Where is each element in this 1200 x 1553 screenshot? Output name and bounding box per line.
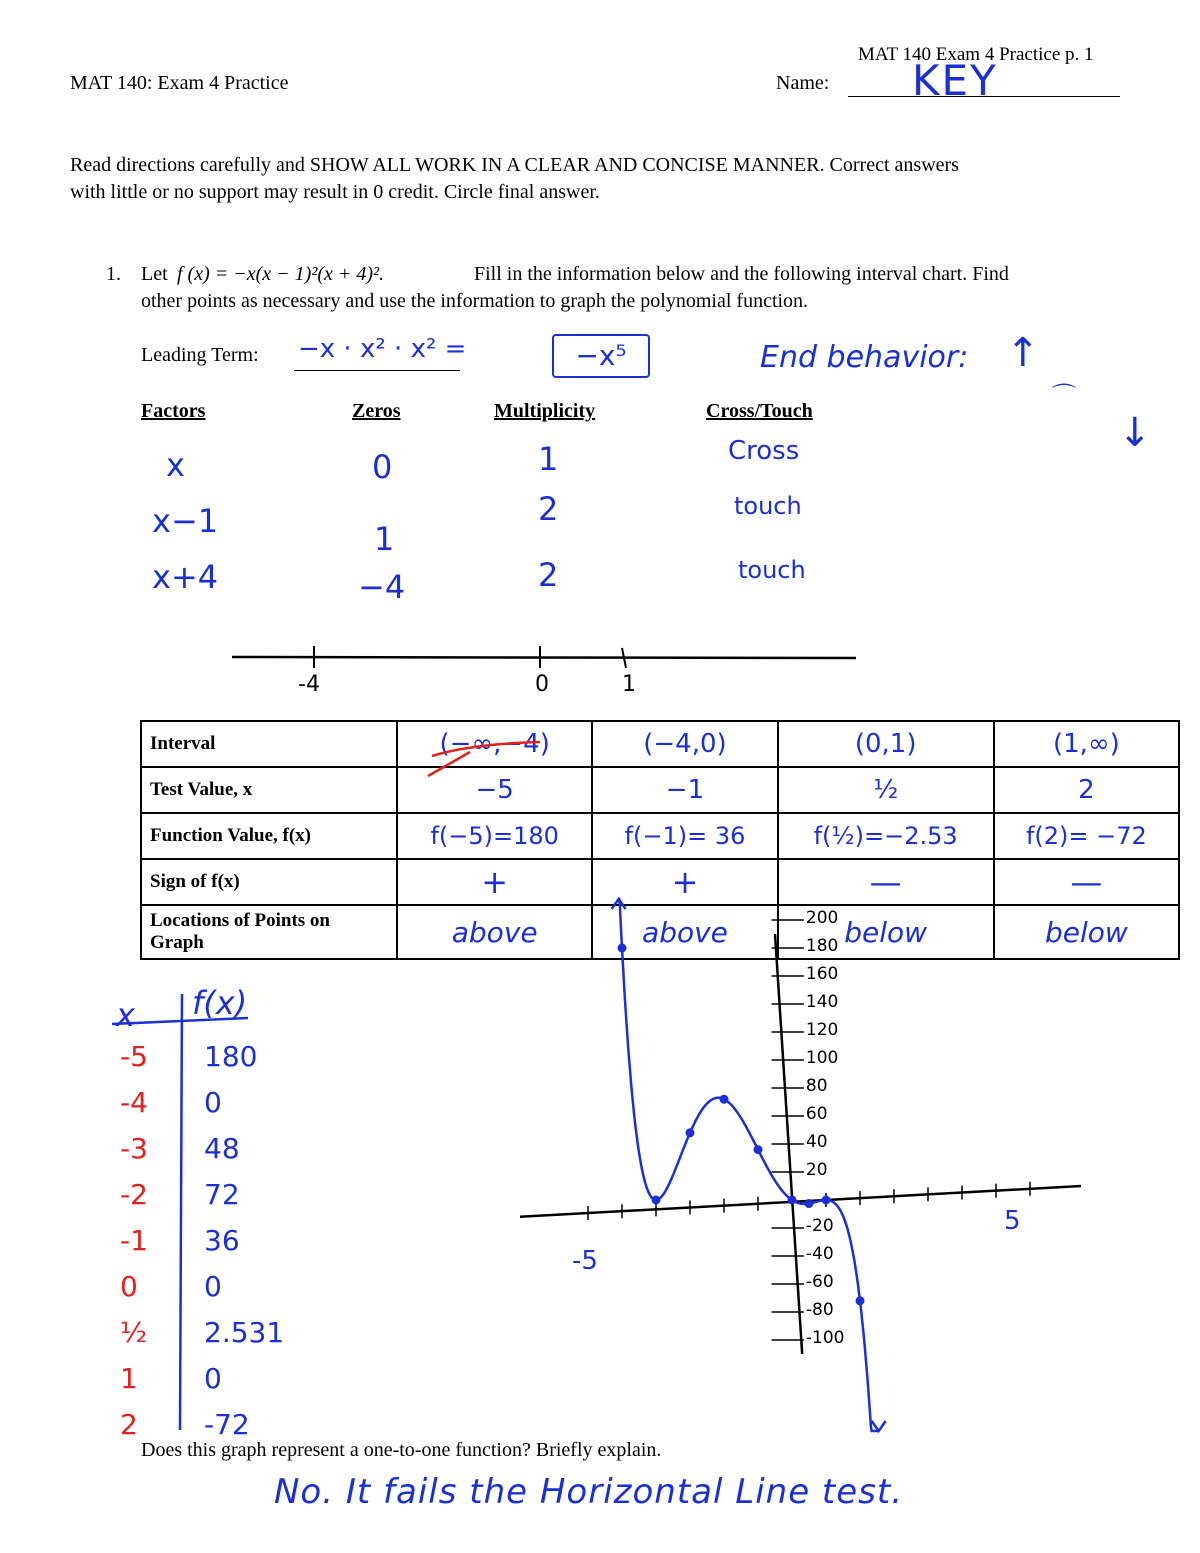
x-axis-label-neg: -5 xyxy=(572,1246,598,1276)
test-value-cell: ½ xyxy=(778,767,994,813)
one-to-one-question: Does this graph represent a one-to-one function? Briefly explain. xyxy=(141,1439,662,1461)
sign-cell: + xyxy=(592,859,777,905)
value-table-x: ½ xyxy=(120,1316,148,1349)
x-axis xyxy=(520,1186,1081,1217)
plotted-point xyxy=(856,1296,865,1305)
behavior-value: Cross xyxy=(728,436,800,466)
value-table-fx: 180 xyxy=(204,1040,258,1073)
y-axis-tick-label: 100 xyxy=(805,1048,839,1068)
directions-line-1: Read directions carefully and SHOW ALL WORK IN A CLEAR AND CONCISE MANNER. Correct answers xyxy=(70,154,959,176)
interval-cell: (0,1) xyxy=(778,721,994,767)
y-axis-tick-label: 120 xyxy=(805,1020,839,1040)
down-arrow-icon xyxy=(872,1421,886,1431)
location-cell: above xyxy=(397,905,592,959)
y-axis-tick-label: 180 xyxy=(805,936,839,956)
location-cell: below xyxy=(994,905,1179,959)
number-line-label: 1 xyxy=(622,672,636,697)
number-line-label: 0 xyxy=(535,672,549,697)
problem-prompt-line-2: other points as necessary and use the information to graph the polynomial function. xyxy=(141,290,809,312)
y-axis-tick-label: 200 xyxy=(805,908,839,928)
interval-cell: (−4,0) xyxy=(592,721,777,767)
value-table-x: 0 xyxy=(120,1270,138,1303)
problem-prompt-let: Let xyxy=(141,263,168,285)
plotted-point xyxy=(805,1199,814,1208)
function-value-cell: f(½)=−2.53 xyxy=(778,813,994,859)
number-line-label: -4 xyxy=(298,672,320,697)
y-axis-tick-label: 80 xyxy=(805,1076,828,1096)
y-axis-tick-label: -100 xyxy=(805,1328,845,1348)
course-title: MAT 140: Exam 4 Practice xyxy=(70,72,289,94)
row-header-interval: Interval xyxy=(141,721,397,767)
leading-term-work: −x · x² · x² = xyxy=(298,334,467,364)
multiplicity-value: 2 xyxy=(538,490,559,528)
graph-curve xyxy=(612,899,886,1431)
end-behavior-up-arrow: ↑ xyxy=(1006,330,1040,376)
zeros-header: Zeros xyxy=(352,400,401,422)
name-value: KEY xyxy=(912,56,998,105)
value-table-fx: 0 xyxy=(204,1270,222,1303)
end-behavior-middle-mark: ⌒ xyxy=(1052,382,1076,410)
value-table-x: 2 xyxy=(120,1408,138,1441)
y-axis-tick-label: 40 xyxy=(805,1132,828,1152)
value-table-fx: -72 xyxy=(204,1408,250,1441)
function-value-cell: f(2)= −72 xyxy=(994,813,1179,859)
plotted-point xyxy=(788,1196,797,1205)
multiplicity-value: 2 xyxy=(538,556,559,594)
row-header-sign: Sign of f(x) xyxy=(141,859,397,905)
test-value-cell: 2 xyxy=(994,767,1179,813)
plotted-point xyxy=(754,1145,763,1154)
row-header-location: Locations of Points on Graph xyxy=(141,905,397,959)
multiplicity-value: 1 xyxy=(538,440,559,478)
end-behavior-label: End behavior: xyxy=(760,340,969,375)
factor-value: x+4 xyxy=(152,558,219,596)
sign-cell: — xyxy=(994,859,1179,905)
value-table-fx: 36 xyxy=(204,1224,240,1257)
leading-term-answer: −x⁵ xyxy=(552,334,650,378)
interval-cell: (1,∞) xyxy=(994,721,1179,767)
behavior-value: touch xyxy=(734,492,802,520)
y-axis-tick-label: 160 xyxy=(805,964,839,984)
plotted-point xyxy=(686,1128,695,1137)
y-axis-tick-label: -80 xyxy=(805,1300,834,1320)
value-table-fx: 0 xyxy=(204,1362,222,1395)
y-axis-tick-label: -20 xyxy=(805,1216,834,1236)
plotted-point xyxy=(720,1095,729,1104)
sign-cell: — xyxy=(778,859,994,905)
value-table-x-header: x xyxy=(116,996,135,1034)
page-label: MAT 140 Exam 4 Practice p. 1 xyxy=(858,44,1094,65)
sign-cell: + xyxy=(397,859,592,905)
behavior-value: touch xyxy=(738,556,806,584)
end-behavior-down-arrow: ↓ xyxy=(1118,410,1152,456)
problem-number: 1. xyxy=(106,263,121,285)
zero-value: 1 xyxy=(374,520,395,558)
y-axis-tick-label: -60 xyxy=(805,1272,834,1292)
value-table-fx-header: f(x) xyxy=(192,984,248,1022)
interval-text: (−∞,−4) xyxy=(439,729,550,759)
value-table-fx: 48 xyxy=(204,1132,240,1165)
factor-value: x xyxy=(166,446,185,484)
x-axis-label-pos: 5 xyxy=(1004,1206,1021,1236)
value-table-x: -1 xyxy=(120,1224,148,1257)
y-axis-tick-label: -40 xyxy=(805,1244,834,1264)
value-table-fx: 2.531 xyxy=(204,1316,285,1349)
zero-value: −4 xyxy=(358,568,406,606)
row-header-function-value: Function Value, f(x) xyxy=(141,813,397,859)
directions-line-2: with little or no support may result in 0 credit. Circle final answer. xyxy=(70,181,600,203)
plotted-point xyxy=(652,1196,661,1205)
location-cell: below xyxy=(778,905,994,959)
value-table-x: -2 xyxy=(120,1178,148,1211)
location-cell: above xyxy=(592,905,777,959)
problem-function: f (x) = −x(x − 1)²(x + 4)². xyxy=(177,263,385,285)
plotted-point xyxy=(618,944,627,953)
one-to-one-answer: No. It fails the Horizontal Line test. xyxy=(274,1472,904,1512)
function-value-cell: f(−5)=180 xyxy=(397,813,592,859)
leading-term-label: Leading Term: xyxy=(141,344,259,366)
value-table-x: -5 xyxy=(120,1040,148,1073)
value-table-fx: 0 xyxy=(204,1086,222,1119)
name-label: Name: xyxy=(776,72,830,94)
test-value-cell: −1 xyxy=(592,767,777,813)
row-header-test-value: Test Value, x xyxy=(141,767,397,813)
multiplicity-header: Multiplicity xyxy=(494,400,596,422)
y-axis-tick-label: 140 xyxy=(805,992,839,1012)
graph-axes xyxy=(520,920,1081,1354)
test-value-cell: −5 xyxy=(397,767,592,813)
problem-prompt-rest: Fill in the information below and the following interval chart. Find xyxy=(474,263,1009,285)
value-table-x: -3 xyxy=(120,1132,148,1165)
zero-value: 0 xyxy=(372,448,393,486)
polynomial-curve xyxy=(619,899,879,1431)
function-value-cell: f(−1)= 36 xyxy=(592,813,777,859)
y-axis-tick-label: 60 xyxy=(805,1104,828,1124)
value-table-fx: 72 xyxy=(204,1178,240,1211)
value-table-x: -4 xyxy=(120,1086,148,1119)
factors-header: Factors xyxy=(141,400,206,422)
plotted-point xyxy=(822,1196,831,1205)
cross-touch-header: Cross/Touch xyxy=(706,400,813,422)
y-axis-tick-label: 20 xyxy=(805,1160,828,1180)
factor-value: x−1 xyxy=(152,502,219,540)
value-table-x: 1 xyxy=(120,1362,138,1395)
